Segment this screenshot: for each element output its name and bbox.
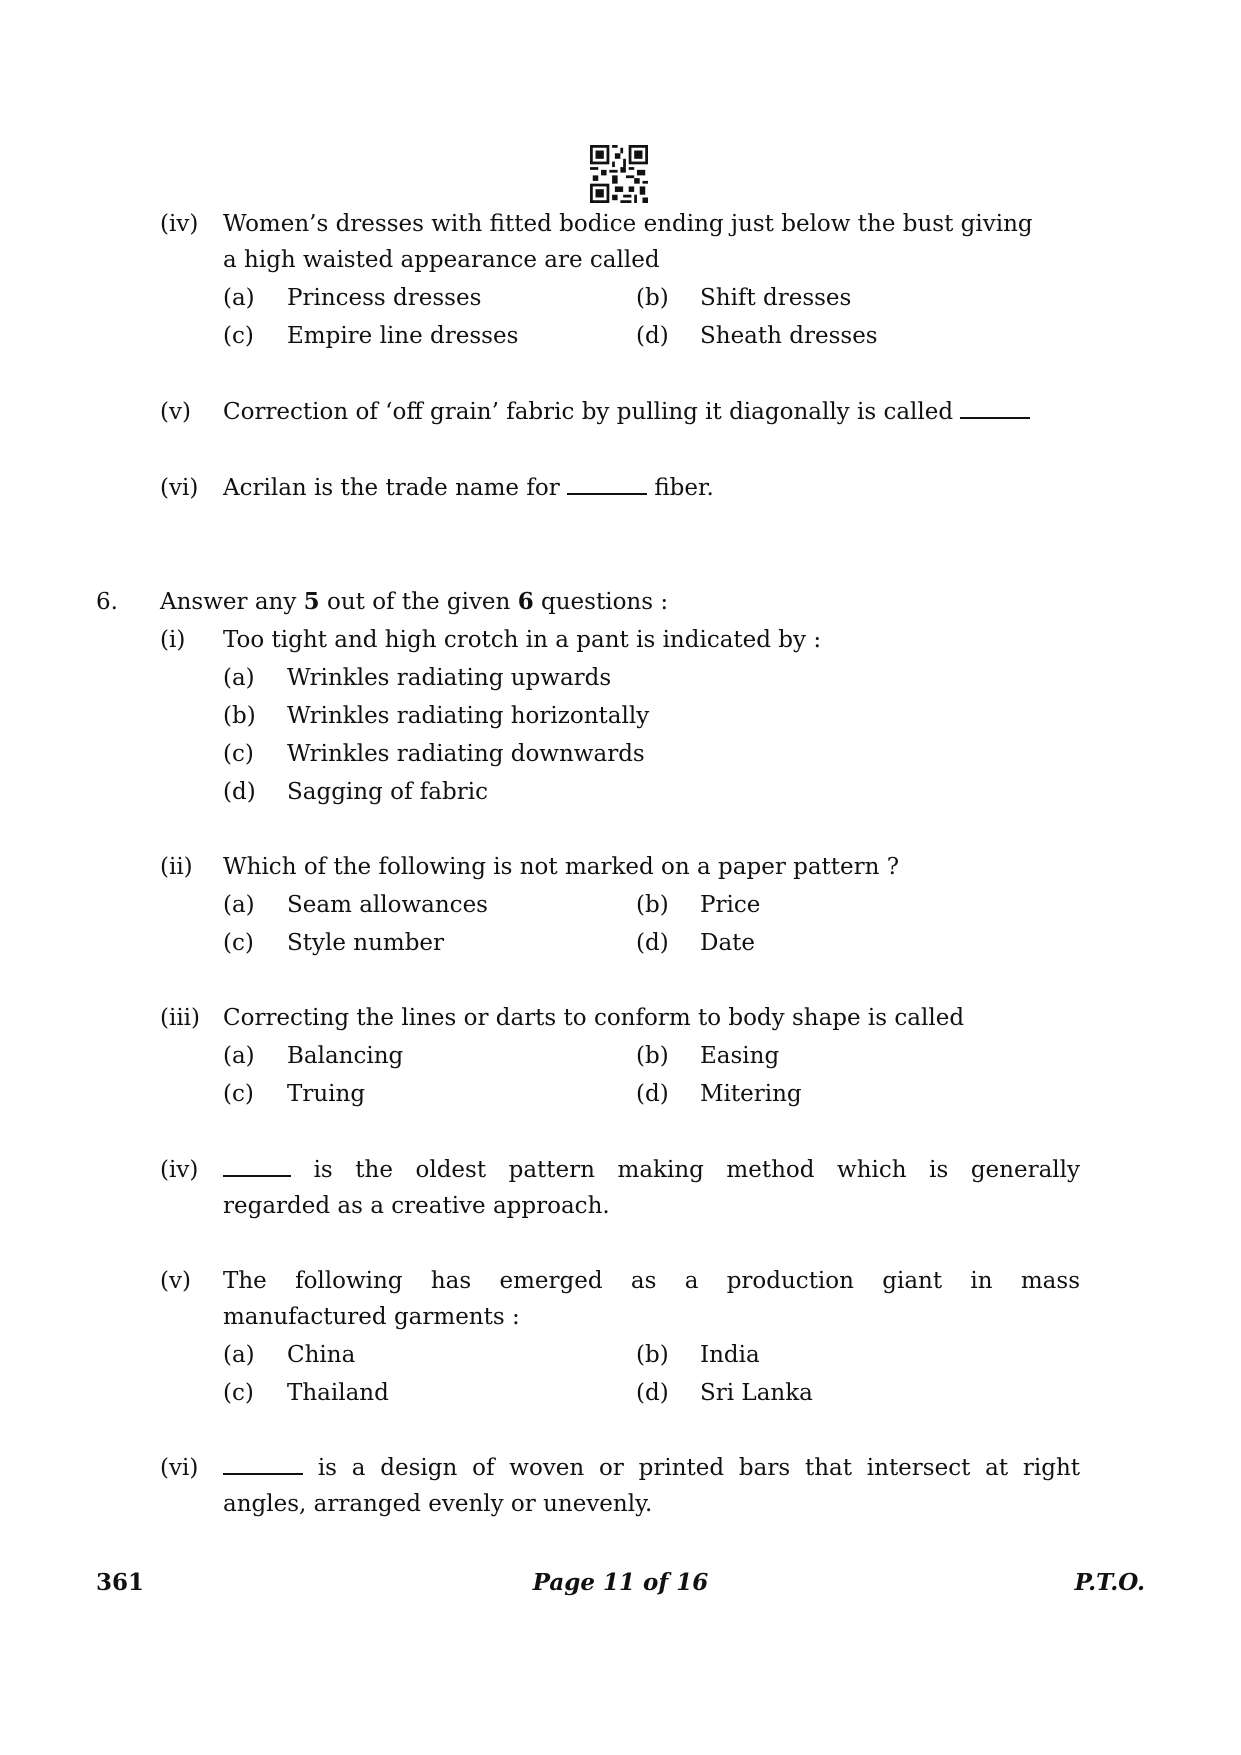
q6-instruction — [160, 587, 668, 617]
option-text: Sagging of fabric — [287, 779, 488, 805]
option-text: Mitering — [700, 1081, 802, 1107]
option-label: (d) — [636, 1081, 669, 1107]
answer-blank — [223, 1455, 303, 1475]
option-text: Date — [700, 930, 756, 956]
option-text: Empire line dresses — [287, 323, 519, 349]
q6-instr-mid: out of the given — [327, 589, 511, 615]
q5-v-text-content: Correction of ‘off grain’ fabric by pulling it diagonally is called — [223, 399, 954, 425]
q5-v-number: (v) — [160, 399, 191, 425]
q6-v-text-line2: manufactured garments : — [223, 1304, 520, 1330]
q6-iii-text: Correcting the lines or darts to conform to body shape is called — [223, 1005, 965, 1031]
answer-blank — [567, 475, 647, 495]
option-label: (b) — [636, 1043, 669, 1069]
answer-blank — [960, 399, 1030, 419]
option-text: Style number — [287, 930, 445, 956]
option-text: Truing — [287, 1081, 366, 1107]
q6-iii-number: (iii) — [160, 1005, 201, 1031]
option-text: Balancing — [287, 1043, 404, 1069]
option-label: (a) — [223, 665, 255, 691]
option-label: (c) — [223, 323, 254, 349]
q6-vi-number: (vi) — [160, 1455, 199, 1481]
q6-vi-text-line1 — [223, 1453, 1080, 1483]
option-text: Sheath dresses — [700, 323, 878, 349]
option-text: Wrinkles radiating horizontally — [287, 703, 650, 729]
option-text: Wrinkles radiating downwards — [287, 741, 645, 767]
pto-label: P.T.O. — [1074, 1569, 1145, 1596]
q6-vi-text-line2: angles, arranged evenly or unevenly. — [223, 1491, 653, 1517]
q6-instr-after: questions : — [541, 589, 669, 615]
q6-i-text: Too tight and high crotch in a pant is indicated by : — [223, 627, 822, 653]
q6-number: 6. — [96, 589, 118, 615]
paper-code: 361 — [96, 1569, 145, 1596]
option-label: (c) — [223, 741, 254, 767]
q6-ii-text: Which of the following is not marked on a paper pattern ? — [223, 854, 900, 880]
answer-blank — [223, 1157, 291, 1177]
option-text: Price — [700, 892, 761, 918]
q6-v-text-line1: The following has emerged as a production giant in mass — [223, 1268, 1080, 1294]
option-label: (d) — [636, 323, 669, 349]
q6-ii-number: (ii) — [160, 854, 193, 880]
option-label: (b) — [223, 703, 256, 729]
q6-vi-line1-content: is a design of woven or printed bars that intersect at right — [317, 1455, 1081, 1481]
q6-instr-n2: 6 — [517, 588, 534, 615]
q6-iv-text-line2: regarded as a creative approach. — [223, 1193, 610, 1219]
option-label: (d) — [223, 779, 256, 805]
option-label: (b) — [636, 1342, 669, 1368]
option-text: Sri Lanka — [700, 1380, 813, 1406]
option-text: India — [700, 1342, 760, 1368]
q6-instr-before: Answer any — [160, 589, 297, 615]
option-label: (a) — [223, 1342, 255, 1368]
q5-vi-text-before: Acrilan is the trade name for — [223, 475, 560, 501]
option-text: Thailand — [287, 1380, 389, 1406]
q5-vi-text-after: fiber. — [654, 475, 714, 501]
option-text: China — [287, 1342, 356, 1368]
option-label: (b) — [636, 892, 669, 918]
q6-instr-n1: 5 — [303, 588, 320, 615]
q6-iv-line1-content: is the oldest pattern making method which is generally — [313, 1157, 1080, 1183]
q6-v-number: (v) — [160, 1268, 191, 1294]
q5-v-text — [223, 397, 1030, 427]
option-text: Wrinkles radiating upwards — [287, 665, 612, 691]
option-label: (a) — [223, 1043, 255, 1069]
q6-iv-text-line1 — [223, 1155, 1080, 1185]
qr-code — [590, 145, 648, 203]
q6-iv-number: (iv) — [160, 1157, 199, 1183]
q5-iv-number: (iv) — [160, 211, 199, 237]
option-text: Princess dresses — [287, 285, 482, 311]
option-label: (c) — [223, 1380, 254, 1406]
option-text: Seam allowances — [287, 892, 488, 918]
q5-vi-number: (vi) — [160, 475, 199, 501]
option-label: (a) — [223, 892, 255, 918]
option-label: (d) — [636, 1380, 669, 1406]
option-label: (a) — [223, 285, 255, 311]
option-label: (d) — [636, 930, 669, 956]
q6-i-number: (i) — [160, 627, 186, 653]
option-label: (c) — [223, 930, 254, 956]
q5-vi-text — [223, 473, 714, 503]
option-label: (b) — [636, 285, 669, 311]
page-number: Page 11 of 16 — [532, 1569, 709, 1596]
q5-iv-text-line1: Women’s dresses with fitted bodice ending just below the bust giving — [223, 211, 1033, 237]
q5-iv-text-line2: a high waisted appearance are called — [223, 247, 660, 273]
option-text: Easing — [700, 1043, 780, 1069]
option-label: (c) — [223, 1081, 254, 1107]
option-text: Shift dresses — [700, 285, 852, 311]
